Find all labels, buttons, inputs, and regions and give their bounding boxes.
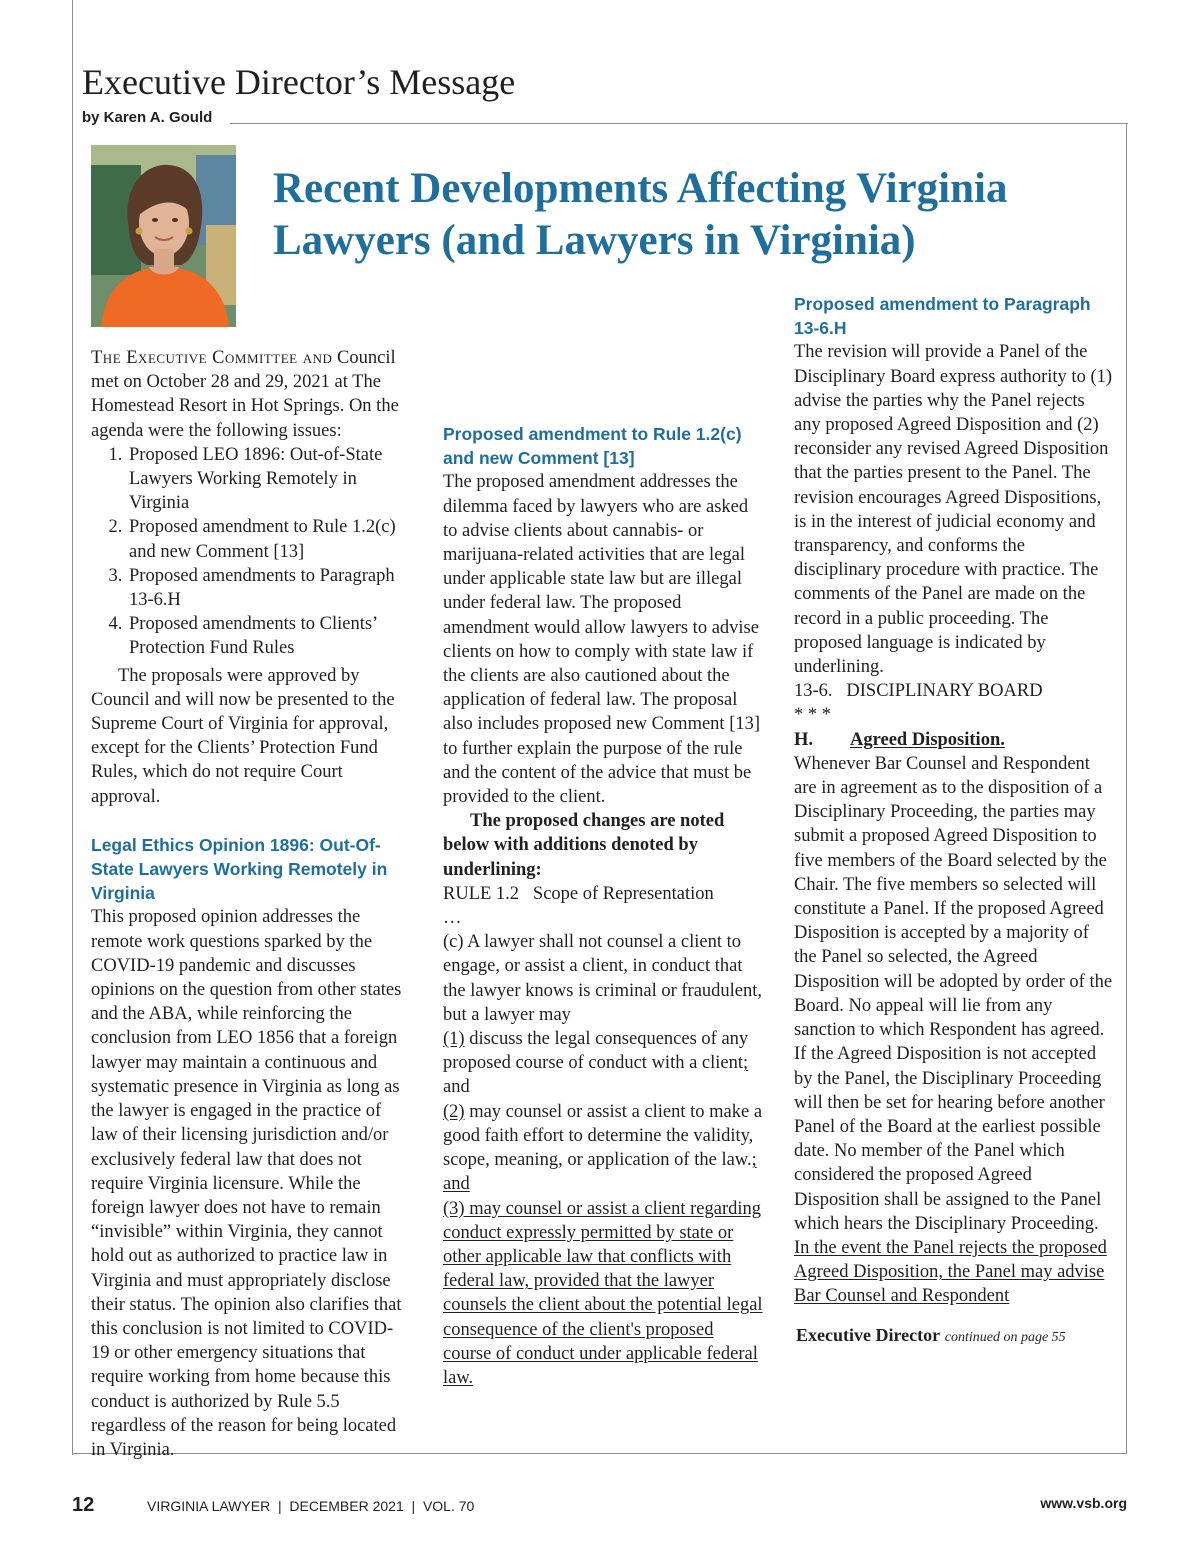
para136h-body: The revision will provide a Panel of the Disciplinary Board express authority to (1) advise the parties why the Panel rejects any proposed Agreed Disposition and (2) reconsider any revised Agreed Disposition that the parties present to the Panel. The revision encourages Agreed Dispositions, is in the interest of judicial economy and transparency, and conforms the disciplinary procedure with practice. The comments of the Panel are made on the record in a public proceeding. The proposed language is indicated by underlining. — [794, 342, 1113, 678]
item1-and: and — [443, 1077, 470, 1098]
continued-text: continued on page 55 — [944, 1329, 1066, 1345]
list-item: 3. Proposed amendments to Paragraph 13-6.H — [127, 564, 411, 612]
byline: by Karen A. Gould — [82, 109, 213, 126]
rule-item-1 — [443, 1027, 763, 1100]
h-heading — [794, 728, 1114, 752]
rule12c-heading: Proposed amendment to Rule 1.2(c) and new Comment [13] — [443, 424, 742, 469]
continued-note — [794, 1323, 1114, 1350]
changes-note: The proposed changes are noted below with additions denoted by underlining: — [443, 811, 725, 880]
rule-title: RULE 1.2 Scope of Representation — [443, 883, 714, 904]
h-body: Whenever Bar Counsel and Respondent are in agreement as to the disposition of a Disciplinary Proceeding, the parties may submit a proposed Agreed Disposition to five members of the Board selected by the Chair. The five members so selected will constitute a Panel. If the proposed Agreed Disposition is accepted by a majority of the Panel so selected, the Agreed Disposition will be adopted by order of the Board. No appeal will lie from any sanction to which Respondent has agreed. If the Agreed Disposition is not accepted by the Panel, the Disciplinary Proceeding will then be set for hearing before another Panel of the Board at the earliest possible date. No member of the Panel which considered the proposed Agreed Disposition shall be assigned to the Panel which hears the Disciplinary Proceeding. — [794, 753, 1113, 1234]
board-rule-title: 13-6. DISCIPLINARY BOARD — [794, 681, 1043, 702]
h-title: Agreed Disposition. — [850, 729, 1005, 750]
h-added-text: In the event the Panel rejects the proposed Agreed Disposition, the Panel may advise Bar Counsel and Respondent — [794, 1237, 1107, 1307]
leo-heading: Legal Ethics Opinion 1896: Out-Of-State Lawyers Working Remotely in Virginia — [91, 834, 388, 904]
item2-text: may counsel or assist a client to make a good faith effort to determine the validity, scope, meaning, or application of the law. — [443, 1101, 763, 1171]
column-middle — [443, 292, 763, 1390]
approval-paragraph: The proposals were approved by Council and will now be presented to the Supreme Court of Virginia for approval, except for the Clients’ Protection Fund Rules, which do not require Court approval. — [91, 665, 395, 807]
section-title: Executive Director’s Message — [82, 62, 516, 102]
ellipsis: … — [443, 908, 462, 929]
author-photo — [91, 145, 236, 327]
list-item: 2. Proposed amendment to Rule 1.2(c) and new Comment [13] — [127, 515, 411, 563]
continued-label: Executive Director — [796, 1324, 941, 1345]
h-label: H. — [794, 729, 814, 750]
rule12c-body: The proposed amendment addresses the dilemma faced by lawyers who are asked to advise clients about cannabis- or marijuana-related activities that are legal under applicable state law but are illegal under federal law. The proposed amendment would allow lawyers to advise clients on how to comply with state law if the clients are also cautioned about the application of federal law. The proposal also includes proposed new Comment [13] to further explain the purpose of the rule and the content of the advice that must be provided to the client. — [443, 472, 761, 808]
item1-semicolon: ; — [743, 1053, 749, 1074]
article-headline: Recent Developments Affecting Virginia Lawyers (and Lawyers in Virginia) — [273, 165, 1008, 264]
list-item: 4. Proposed amendments to Clients’ Protection Fund Rules — [127, 612, 411, 660]
agenda-list — [91, 443, 411, 661]
page-number: 12 — [72, 1494, 95, 1516]
item2-addition: ; and — [443, 1150, 757, 1195]
h-paragraph — [794, 752, 1114, 1309]
rule-item-2 — [443, 1100, 763, 1197]
magazine-info: VIRGINIA LAWYER | DECEMBER 2021 | VOL. 70 — [147, 1498, 475, 1514]
intro-lead: The Executive Committee and — [91, 348, 333, 368]
rule-c-text: (c) A lawyer shall not counsel a client to engage, or assist a client, in conduct that the lawyer knows is criminal or fraudulent, but a lawyer may — [443, 932, 763, 1025]
website-link[interactable]: www.vsb.org — [1040, 1495, 1127, 1511]
stars: * * * — [794, 705, 831, 726]
rule-item-3: (3) may counsel or assist a client regarding conduct expressly permitted by state or other applicable law that conflicts with federal law, provided that the lawyer counsels the client about the potential legal consequence of the client's proposed course of conduct under applicable federal law. — [443, 1198, 763, 1388]
item1-number: (1) — [443, 1029, 465, 1050]
para136h-heading: Proposed amendment to Paragraph 13-6.H — [794, 294, 1091, 339]
column-left: The Executive Committee and Council met on October 28 and 29, 2021 at The Homestead Resort in Hot Springs. On the agenda were the following issues: 1. Proposed LEO 1896: Out-of-State Lawyers Working Remotely in Virginia 2. Proposed amendment to Rule 1.2(c) and new Comment [13] 3. Proposed amendments to Paragraph 13-6.H 4. Proposed amendments to Clients’ Protection Fund Rules The proposals were approved by Council and will now be presented to the Supreme Court of Virginia for approval, except for the Clients’ Protection Fund Rules, which do not require Court approval. Legal Ethics Opinion 1896: Out-Of-State Lawyers Working Remotely in Virginia This proposed opinion addresses the remote work questions sparked by the COVID-19 pandemic and discusses opinions on the question from other states and the ABA, while reinforcing the conclusion from LEO 1856 that a foreign lawyer may maintain a continuous and systematic presence in Virginia as long as the lawyer is engaged in the practice of law of their licensing jurisdiction and/or exclusively federal law that does not require Virginia licensure. While the foreign lawyer does not have to remain “invisible” within Virginia, they cannot hold out as authorized to practice law in Virginia and must appropriately disclose their status. The opinion also clarifies that this conclusion is not limited to COVID-19 or other emergency situations that require working from home because this conduct is authorized by Rule 5.5 regardless of the reason for being located in Virginia. — [91, 346, 411, 905]
column-right — [794, 292, 1114, 1350]
intro-paragraph — [91, 346, 411, 443]
item2-number: (2) — [443, 1101, 465, 1122]
intro-text: Council met on October 28 and 29, 2021 at The Homestead Resort in Hot Springs. On the agenda were the following issues: — [91, 348, 399, 441]
item1-text: discuss the legal consequences of any proposed course of conduct with a client — [443, 1029, 749, 1074]
list-item: 1. Proposed LEO 1896: Out-of-State Lawyers Working Remotely in Virginia — [127, 443, 411, 516]
